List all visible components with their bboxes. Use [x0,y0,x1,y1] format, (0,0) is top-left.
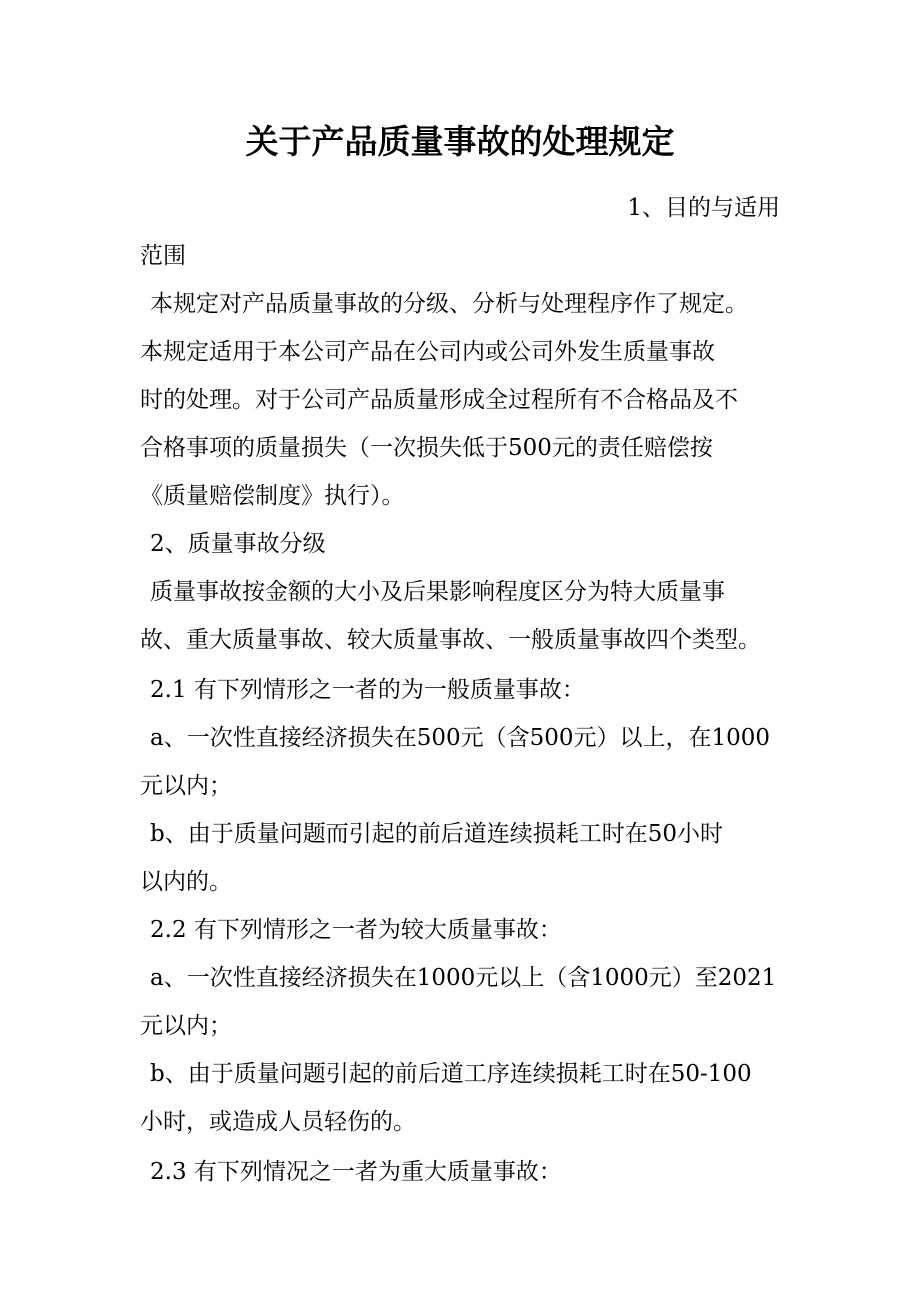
list-item: b、由于质量问题引起的前后道工序连续损耗工时在50-100 [150,1061,752,1087]
list-item-continuation: 元以内； [140,773,232,799]
section-heading-1: 1、目的与适用 [627,195,780,221]
paragraph-line: 时的处理。对于公司产品质量形成全过程所有不合格品及不 [140,387,738,413]
list-item-continuation: 小时，或造成人员轻伤的。 [140,1109,416,1135]
paragraph-line: 本规定对产品质量事故的分级、分析与处理程序作了规定。 [150,291,748,317]
section-heading-2: 2、质量事故分级 [150,531,326,557]
list-item: a、一次性直接经济损失在500元（含500元）以上，在1000 [150,725,771,751]
paragraph-line: 故、重大质量事故、较大质量事故、一般质量事故四个类型。 [140,627,761,653]
document-title: 关于产品质量事故的处理规定 [245,122,675,161]
list-item: b、由于质量问题而引起的前后道连续损耗工时在50小时 [150,821,723,847]
paragraph-line: 合格事项的质量损失（一次损失低于500元的责任赔偿按 [140,435,713,461]
list-item: a、一次性直接经济损失在1000元以上（含1000元）至2021 [150,965,777,991]
list-item-continuation: 元以内； [140,1013,232,1039]
paragraph-line: 本规定适用于本公司产品在公司内或公司外发生质量事故 [140,339,715,365]
subsection-heading-2-3: 2.3 有下列情况之一者为重大质量事故： [150,1159,562,1185]
paragraph-line: 质量事故按金额的大小及后果影响程度区分为特大质量事 [150,579,725,605]
paragraph-line: 范围 [140,243,186,269]
paragraph-line: 《质量赔偿制度》执行）。 [140,483,405,509]
subsection-heading-2-1: 2.1 有下列情形之一者的为一般质量事故： [150,677,585,703]
subsection-heading-2-2: 2.2 有下列情形之一者为较大质量事故： [150,917,562,943]
list-item-continuation: 以内的。 [140,869,232,895]
